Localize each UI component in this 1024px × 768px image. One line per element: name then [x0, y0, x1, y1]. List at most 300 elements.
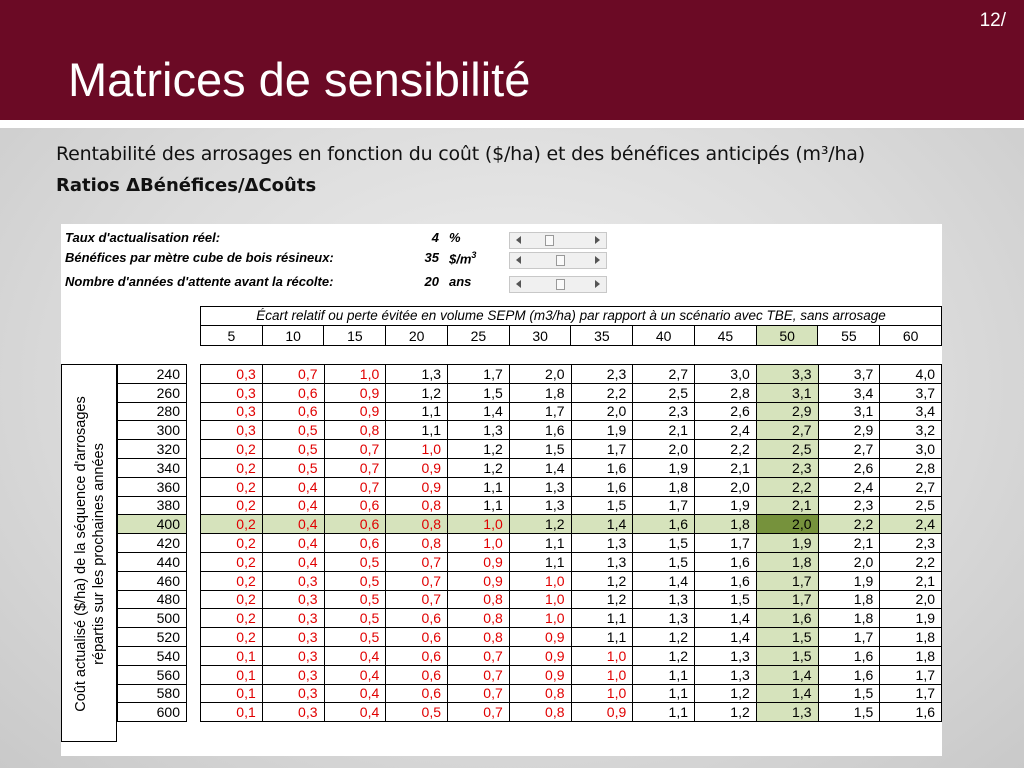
cost-row [118, 365, 187, 384]
slider-thumb[interactable] [556, 279, 565, 290]
ratio-cell: 0,7 [448, 684, 510, 703]
ratio-cell: 0,4 [262, 496, 324, 515]
column-header: 45 [694, 326, 756, 346]
ratio-cell: 0,3 [262, 590, 324, 609]
ratio-cell: 1,6 [571, 477, 633, 496]
ratio-cell: 0,1 [201, 684, 263, 703]
table-row [201, 515, 942, 534]
ratio-cell: 0,4 [262, 515, 324, 534]
slider-thumb[interactable] [556, 255, 565, 266]
header-divider [0, 120, 1024, 128]
cost-cell: 340 [118, 458, 187, 477]
ratio-cell: 2,1 [880, 571, 942, 590]
param-label-1: Taux d'actualisation réel: [65, 230, 221, 245]
param-unit-1: % [449, 230, 461, 245]
ratio-cell: 1,3 [695, 646, 757, 665]
ratio-cell: 0,2 [201, 609, 263, 628]
ratio-cell: 0,7 [386, 590, 448, 609]
ratio-cell: 0,4 [262, 477, 324, 496]
cost-cell: 600 [118, 703, 187, 722]
slide-header [0, 0, 1024, 120]
ratio-cell: 1,9 [571, 421, 633, 440]
ratio-cell: 0,3 [201, 365, 263, 384]
ratio-cell: 0,7 [262, 365, 324, 384]
ratio-cell: 0,7 [324, 458, 386, 477]
ratio-cell: 0,6 [386, 609, 448, 628]
ratio-cell: 1,6 [818, 646, 880, 665]
ratio-cell: 2,4 [695, 421, 757, 440]
ratio-cell: 0,5 [386, 703, 448, 722]
ratio-cell: 2,3 [818, 496, 880, 515]
ratio-cell: 1,1 [509, 534, 571, 553]
cost-row [118, 665, 187, 684]
ratio-cell: 1,4 [448, 402, 510, 421]
param-unit-3: ans [449, 274, 472, 289]
ratio-cell: 2,7 [880, 477, 942, 496]
ratio-cell: 2,3 [756, 458, 818, 477]
cost-row [118, 458, 187, 477]
ratio-cell: 0,6 [324, 534, 386, 553]
ratio-cell: 0,7 [448, 703, 510, 722]
cost-column [117, 364, 187, 722]
ratio-cell: 0,8 [324, 421, 386, 440]
ratio-cell: 3,0 [880, 440, 942, 459]
ratio-cell: 2,0 [818, 552, 880, 571]
ratio-cell: 0,4 [324, 684, 386, 703]
ratio-cell: 2,8 [695, 383, 757, 402]
ratio-cell: 1,7 [695, 534, 757, 553]
ratio-cell: 1,8 [695, 515, 757, 534]
ratio-cell: 1,1 [386, 421, 448, 440]
y-axis-label: Coût actualisé ($/ha) de la séquence d'arrosages répartis sur les prochaines années [73, 396, 107, 712]
ratio-cell: 2,7 [756, 421, 818, 440]
ratio-cell: 1,0 [509, 590, 571, 609]
table-row [201, 703, 942, 722]
column-header: 60 [880, 326, 942, 346]
ratio-cell: 0,3 [262, 665, 324, 684]
ratio-cell: 1,5 [756, 628, 818, 647]
ratio-cell: 0,2 [201, 440, 263, 459]
ratio-cell: 1,3 [571, 534, 633, 553]
cost-row [118, 421, 187, 440]
slide-title: Matrices de sensibilité [68, 53, 531, 106]
param-value-2: 35 [424, 250, 439, 265]
ratio-cell: 1,2 [386, 383, 448, 402]
ratio-cell: 1,2 [695, 703, 757, 722]
cost-cell: 460 [118, 571, 187, 590]
cost-cell: 420 [118, 534, 187, 553]
y-axis-label-box [61, 364, 117, 742]
cost-cell: 520 [118, 628, 187, 647]
ratio-cell: 2,5 [880, 496, 942, 515]
cost-row [118, 477, 187, 496]
ratio-cell: 1,6 [880, 703, 942, 722]
ratio-cell: 0,9 [324, 383, 386, 402]
cost-cell: 440 [118, 552, 187, 571]
ratio-cell: 2,1 [695, 458, 757, 477]
ratio-cell: 1,2 [571, 571, 633, 590]
column-header: 55 [818, 326, 880, 346]
cost-cell: 500 [118, 609, 187, 628]
ratio-cell: 1,4 [509, 458, 571, 477]
ratio-cell: 0,7 [386, 571, 448, 590]
slider-left-arrow-icon[interactable] [516, 280, 521, 288]
ratio-cell: 0,8 [509, 703, 571, 722]
ratio-cell: 1,2 [509, 515, 571, 534]
ratio-cell: 1,8 [633, 477, 695, 496]
ratio-cell: 0,3 [201, 402, 263, 421]
ratio-cell: 2,7 [818, 440, 880, 459]
ratio-cell: 1,4 [756, 665, 818, 684]
cost-row [118, 534, 187, 553]
ratio-cell: 1,6 [756, 609, 818, 628]
column-header: 30 [509, 326, 571, 346]
ratio-cell: 1,6 [818, 665, 880, 684]
cost-cell: 360 [118, 477, 187, 496]
ratio-cell: 1,3 [448, 421, 510, 440]
ratio-cell: 0,3 [262, 646, 324, 665]
cost-cell: 280 [118, 402, 187, 421]
ratio-cell: 2,5 [756, 440, 818, 459]
ratio-cell: 1,0 [324, 365, 386, 384]
cost-cell: 260 [118, 383, 187, 402]
ratio-cell: 1,3 [633, 609, 695, 628]
ratio-cell: 0,9 [509, 665, 571, 684]
table-row [201, 665, 942, 684]
ratio-cell: 1,9 [880, 609, 942, 628]
ratio-cell: 0,8 [386, 534, 448, 553]
cost-cell: 240 [118, 365, 187, 384]
ratio-cell: 0,3 [262, 703, 324, 722]
cost-row [118, 383, 187, 402]
ratio-cell: 2,3 [633, 402, 695, 421]
ratio-cell: 1,3 [633, 590, 695, 609]
ratio-cell: 2,0 [509, 365, 571, 384]
cost-row [118, 571, 187, 590]
ratio-cell: 0,8 [448, 590, 510, 609]
ratio-cell: 1,5 [818, 703, 880, 722]
param-label-2: Bénéfices par mètre cube de bois résineux: [65, 250, 334, 265]
table-row [201, 534, 942, 553]
ratio-cell: 0,6 [386, 628, 448, 647]
ratio-cell: 0,8 [386, 515, 448, 534]
ratio-cell: 0,2 [201, 458, 263, 477]
ratio-cell: 1,6 [695, 571, 757, 590]
cost-cell: 480 [118, 590, 187, 609]
slider-thumb[interactable] [545, 235, 554, 246]
ratio-cell: 2,0 [571, 402, 633, 421]
cost-cell: 540 [118, 646, 187, 665]
ratio-cell: 0,6 [262, 402, 324, 421]
column-header: 40 [633, 326, 695, 346]
cost-row [118, 703, 187, 722]
ratio-cell: 0,2 [201, 552, 263, 571]
ratio-cell: 1,4 [571, 515, 633, 534]
ratio-cell: 1,7 [756, 571, 818, 590]
param-label-3: Nombre d'années d'attente avant la récolte: [65, 274, 334, 289]
ratio-cell: 2,3 [571, 365, 633, 384]
ratio-cell: 1,9 [756, 534, 818, 553]
ratio-cell: 1,4 [633, 571, 695, 590]
ratio-cell: 0,2 [201, 628, 263, 647]
param-slider-2[interactable] [509, 252, 607, 269]
ratio-cell: 0,3 [262, 571, 324, 590]
ratio-cell: 1,6 [633, 515, 695, 534]
ratio-cell: 0,5 [262, 458, 324, 477]
ratio-cell: 2,1 [633, 421, 695, 440]
ratio-cell: 1,2 [448, 440, 510, 459]
ratio-cell: 1,8 [880, 646, 942, 665]
ratio-cell: 0,5 [262, 421, 324, 440]
ratio-cell: 2,2 [756, 477, 818, 496]
cost-row [118, 590, 187, 609]
ratio-cell: 1,8 [818, 609, 880, 628]
ratio-cell: 1,8 [880, 628, 942, 647]
ratio-cell: 0,2 [201, 496, 263, 515]
ratio-cell: 2,6 [695, 402, 757, 421]
table-row [201, 609, 942, 628]
ratio-cell: 1,7 [448, 365, 510, 384]
ratio-cell: 2,0 [880, 590, 942, 609]
slider-left-arrow-icon[interactable] [516, 256, 521, 264]
ratio-cell: 1,0 [571, 665, 633, 684]
ratio-cell: 1,5 [509, 440, 571, 459]
cost-row [118, 440, 187, 459]
ratio-cell: 2,5 [633, 383, 695, 402]
column-header: 35 [571, 326, 633, 346]
ratio-cell: 1,3 [509, 496, 571, 515]
ratio-cell: 0,5 [324, 609, 386, 628]
ratio-cell: 3,2 [880, 421, 942, 440]
column-header: 50 [756, 326, 818, 346]
matrix-caption: Écart relatif ou perte évitée en volume SEPM (m3/ha) par rapport à un scénario avec TBE, sans arrosage [200, 306, 942, 326]
ratio-cell: 1,6 [571, 458, 633, 477]
ratio-cell: 2,1 [818, 534, 880, 553]
ratio-cell: 1,1 [448, 477, 510, 496]
ratio-cell: 0,5 [324, 590, 386, 609]
ratio-cell: 1,5 [633, 534, 695, 553]
ratio-cell: 1,3 [695, 665, 757, 684]
ratio-cell: 0,4 [262, 534, 324, 553]
table-row [201, 646, 942, 665]
ratio-cell: 1,0 [509, 609, 571, 628]
ratio-cell: 1,5 [756, 646, 818, 665]
ratio-cell: 1,1 [571, 609, 633, 628]
column-header: 15 [324, 326, 386, 346]
ratio-cell: 1,1 [448, 496, 510, 515]
param-slider-3[interactable] [509, 276, 607, 293]
ratio-cell: 0,9 [509, 646, 571, 665]
table-row [201, 458, 942, 477]
ratio-cell: 2,4 [880, 515, 942, 534]
ratio-cell: 1,8 [818, 590, 880, 609]
ratio-cell: 1,3 [571, 552, 633, 571]
param-slider-1[interactable] [509, 232, 607, 249]
ratio-cell: 0,3 [201, 421, 263, 440]
ratio-cell: 0,8 [509, 684, 571, 703]
ratio-cell: 1,5 [448, 383, 510, 402]
ratio-cell: 0,9 [509, 628, 571, 647]
ratio-cell: 3,4 [880, 402, 942, 421]
ratio-cell: 1,5 [695, 590, 757, 609]
ratio-cell: 0,3 [201, 383, 263, 402]
cost-row [118, 496, 187, 515]
ratio-cell: 0,3 [262, 609, 324, 628]
ratio-cell: 0,4 [324, 646, 386, 665]
ratio-cell: 1,9 [695, 496, 757, 515]
slider-right-arrow-icon[interactable] [595, 256, 600, 264]
ratio-cell: 3,1 [818, 402, 880, 421]
ratio-cell: 1,3 [386, 365, 448, 384]
param-unit-superscript: 3 [471, 250, 477, 260]
ratio-cell: 0,7 [448, 646, 510, 665]
ratio-cell: 2,6 [818, 458, 880, 477]
ratio-cell: 1,0 [448, 515, 510, 534]
ratio-cell: 0,6 [386, 665, 448, 684]
ratio-cell: 0,1 [201, 703, 263, 722]
cost-row [118, 552, 187, 571]
ratio-cell: 1,2 [633, 646, 695, 665]
ratio-cell: 1,9 [818, 571, 880, 590]
cost-row [118, 684, 187, 703]
ratio-label: Ratios ΔBénéfices/ΔCoûts [56, 175, 317, 196]
column-header: 25 [447, 326, 509, 346]
ratio-cell: 1,1 [633, 665, 695, 684]
ratio-cell: 1,2 [633, 628, 695, 647]
ratio-cell: 2,2 [571, 383, 633, 402]
ratio-cell: 1,4 [695, 609, 757, 628]
ratio-cell: 1,1 [571, 628, 633, 647]
column-header-row [200, 325, 942, 346]
column-header: 20 [386, 326, 448, 346]
cost-cell: 400 [118, 515, 187, 534]
table-row [201, 496, 942, 515]
ratio-cell: 3,0 [695, 365, 757, 384]
ratio-cell: 0,2 [201, 590, 263, 609]
table-row [201, 365, 942, 384]
ratio-cell: 1,7 [571, 440, 633, 459]
ratio-cell: 0,9 [448, 571, 510, 590]
ratio-cell: 0,6 [386, 684, 448, 703]
spreadsheet-panel [61, 224, 942, 756]
ratio-cell: 1,1 [386, 402, 448, 421]
ratio-cell: 1,7 [633, 496, 695, 515]
ratio-cell: 0,3 [262, 628, 324, 647]
table-row [201, 477, 942, 496]
ratio-cell: 0,2 [201, 477, 263, 496]
ratio-cell: 3,4 [818, 383, 880, 402]
column-header: 10 [262, 326, 324, 346]
cost-row [118, 609, 187, 628]
ratio-cell: 0,3 [262, 684, 324, 703]
ratio-cell: 0,9 [324, 402, 386, 421]
ratio-cell: 1,7 [818, 628, 880, 647]
table-row [201, 383, 942, 402]
column-header: 5 [201, 326, 263, 346]
page-number: 12/ [979, 10, 1006, 31]
ratio-cell: 3,7 [818, 365, 880, 384]
slider-right-arrow-icon[interactable] [595, 280, 600, 288]
table-row [201, 440, 942, 459]
ratio-cell: 1,0 [448, 534, 510, 553]
ratio-cell: 0,9 [448, 552, 510, 571]
ratio-cell: 1,3 [756, 703, 818, 722]
ratio-cell: 1,0 [509, 571, 571, 590]
ratio-cell: 0,6 [324, 496, 386, 515]
ratio-cell: 1,1 [509, 552, 571, 571]
slider-right-arrow-icon[interactable] [595, 236, 600, 244]
ratio-cell: 0,5 [324, 628, 386, 647]
cost-row [118, 628, 187, 647]
ratio-cell: 2,7 [633, 365, 695, 384]
ratio-cell: 2,3 [880, 534, 942, 553]
ratio-cell: 1,0 [386, 440, 448, 459]
cost-cell: 580 [118, 684, 187, 703]
ratio-cell: 1,7 [756, 590, 818, 609]
param-value-1: 4 [431, 230, 439, 245]
ratio-cell: 1,0 [571, 684, 633, 703]
ratio-cell: 0,6 [386, 646, 448, 665]
cost-row [118, 515, 187, 534]
ratio-cell: 0,2 [201, 515, 263, 534]
ratio-cell: 1,2 [695, 684, 757, 703]
slide-subtitle: Rentabilité des arrosages en fonction du coût ($/ha) et des bénéfices anticipés (m³/ha) [56, 143, 865, 165]
cost-row [118, 646, 187, 665]
ratio-cell: 1,4 [695, 628, 757, 647]
ratio-cell: 1,1 [633, 703, 695, 722]
ratio-cell: 0,8 [386, 496, 448, 515]
ratio-cell: 0,4 [324, 703, 386, 722]
ratio-cell: 1,7 [509, 402, 571, 421]
ratio-cell: 2,9 [756, 402, 818, 421]
ratio-cell: 2,8 [880, 458, 942, 477]
cost-cell: 320 [118, 440, 187, 459]
param-value-3: 20 [424, 274, 439, 289]
ratio-cell: 0,9 [386, 458, 448, 477]
ratio-cell: 0,9 [571, 703, 633, 722]
ratio-cell: 0,5 [324, 571, 386, 590]
cost-cell: 300 [118, 421, 187, 440]
ratio-cell: 3,3 [756, 365, 818, 384]
table-row [201, 402, 942, 421]
table-row [201, 590, 942, 609]
ratio-cell: 1,5 [818, 684, 880, 703]
ratio-cell: 0,2 [201, 571, 263, 590]
ratio-cell: 0,7 [324, 477, 386, 496]
ratio-cell: 0,5 [324, 552, 386, 571]
ratio-cell: 1,6 [695, 552, 757, 571]
ratio-cell: 0,7 [448, 665, 510, 684]
table-row [201, 628, 942, 647]
ratio-cell: 1,6 [509, 421, 571, 440]
ratio-cell: 0,6 [262, 383, 324, 402]
ratio-cell: 1,7 [880, 665, 942, 684]
ratio-cell: 0,8 [448, 628, 510, 647]
table-row [201, 421, 942, 440]
ratio-cell: 1,2 [448, 458, 510, 477]
cost-cell: 560 [118, 665, 187, 684]
slider-left-arrow-icon[interactable] [516, 236, 521, 244]
table-row [201, 552, 942, 571]
ratio-cell: 1,7 [880, 684, 942, 703]
ratio-cell: 1,8 [509, 383, 571, 402]
ratio-cell: 2,0 [695, 477, 757, 496]
ratio-cell: 2,4 [818, 477, 880, 496]
ratio-cell: 0,7 [324, 440, 386, 459]
ratio-cell: 0,6 [324, 515, 386, 534]
ratio-cell: 0,2 [201, 534, 263, 553]
ratio-cell: 1,5 [571, 496, 633, 515]
